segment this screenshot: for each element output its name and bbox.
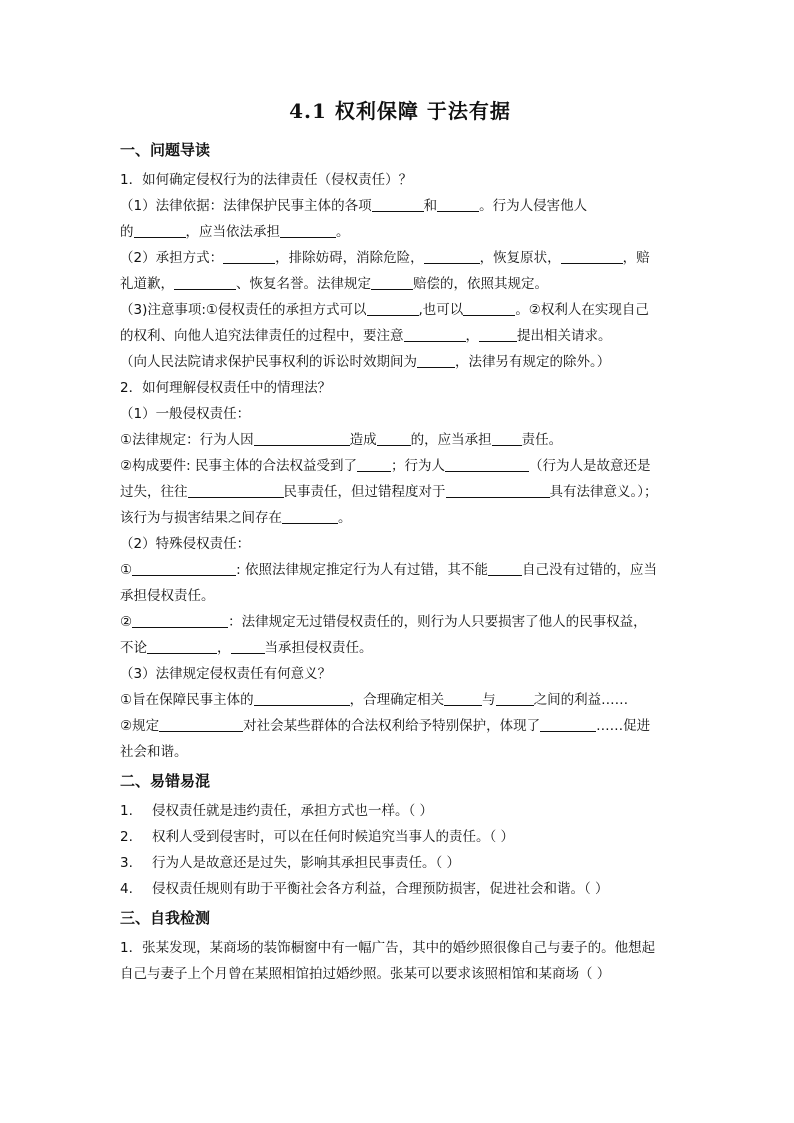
blank [134, 223, 186, 238]
blank [372, 197, 424, 212]
blank [492, 431, 522, 446]
blank [231, 639, 265, 654]
blank [357, 457, 391, 472]
blank [424, 249, 480, 264]
blank [280, 223, 336, 238]
blank [377, 431, 411, 446]
blank [254, 691, 350, 706]
q1-line-legal-basis: （1）法律依据：法律保护民事主体的各项 和 。行为人侵害他人 [120, 198, 588, 214]
blank [147, 639, 217, 654]
q1-line-notes-cont: 的权利、向他人追究法律责任的过程中，要注意 ， 提出相关请求。 [120, 328, 612, 344]
q2-general-heading: （1）一般侵权责任： [120, 406, 251, 422]
blank [444, 691, 482, 706]
q1-line-legal-basis-cont: 的 ，应当依法承担 。 [120, 224, 350, 240]
q2-line-causation: 该行为与损害结果之间存在 。 [120, 510, 352, 526]
q1-line-notes: （3)注意事项:①侵权责任的承担方式可以 ,也可以 。②权利人在实现自己 [120, 302, 649, 318]
blank [367, 301, 419, 316]
test-question-line: 自己与妻子上个月曾在某照相馆拍过婚纱照。张某可以要求该照相馆和某商场（ ） [120, 966, 611, 982]
q1-line-limitation: （向人民法院请求保护民事权利的诉讼时效期间为 ，法律另有规定的除外。） [120, 354, 611, 370]
blank [254, 431, 350, 446]
blank [417, 353, 455, 368]
q2-line-elements-cont: 过失，往往 民事责任，但过错程度对于 具有法律意义。）； [120, 484, 658, 500]
blank [561, 249, 623, 264]
blank [446, 483, 550, 498]
tf-item: 2. 权利人受到侵害时，可以在任何时候追究当事人的责任。（ ） [120, 829, 515, 845]
q2-line-elements: ②构成要件: 民事主体的合法权益受到了 ；行为人 （行为人是故意还是 [120, 458, 651, 474]
blank [540, 717, 596, 732]
q2-line-law: ①法律规定：行为人因 造成 的，应当承担 责任。 [120, 432, 563, 448]
blank [488, 561, 522, 576]
page-title: 4.1 权利保障 于法有据 [289, 99, 511, 123]
q2-line-significance-1: ①旨在保障民事主体的 ，合理确定相关 与 之间的利益…… [120, 692, 629, 708]
question-2-title: 2．如何理解侵权责任中的情理法？ [120, 380, 332, 396]
question-1-title: 1．如何确定侵权行为的法律责任（侵权责任）？ [120, 172, 413, 188]
blank [404, 327, 466, 342]
q1-line-methods-cont: 礼道歉， 、恢复名誉。法律规定 赔偿的，依照其规定。 [120, 276, 548, 292]
blank [371, 275, 413, 290]
blank [174, 275, 236, 290]
section-heading-confusions: 二、易错易混 [120, 772, 211, 790]
q2-special-heading: （2）特殊侵权责任： [120, 536, 251, 552]
blank [479, 327, 517, 342]
blank [132, 613, 228, 628]
blank [223, 249, 275, 264]
q2-line-presumed-fault-cont: 承担侵权责任。 [120, 588, 215, 604]
worksheet [120, 95, 680, 987]
q2-line-significance-2-cont: 社会和谐。 [120, 744, 188, 760]
blank [188, 483, 284, 498]
blank [282, 509, 338, 524]
q2-line-no-fault-cont: 不论 ， 当承担侵权责任。 [120, 640, 373, 656]
q2-significance-heading: （3）法律规定侵权责任有何意义？ [120, 666, 332, 682]
test-question-line: 1．张某发现，某商场的装饰橱窗中有一幅广告，其中的婚纱照很像自己与妻子的。他想起 [120, 940, 656, 956]
q2-line-presumed-fault: ① : 依照法律规定推定行为人有过错，其不能 自己没有过错的，应当 [120, 562, 657, 578]
blank [496, 691, 534, 706]
tf-item: 1. 侵权责任就是违约责任，承担方式也一样。（ ） [120, 803, 434, 819]
blank [437, 197, 479, 212]
section-heading-guide: 一、问题导读 [120, 141, 211, 159]
blank [159, 717, 243, 732]
blank [463, 301, 515, 316]
section-heading-self-test: 三、自我检测 [120, 909, 211, 927]
tf-item: 4. 侵权责任规则有助于平衡社会各方利益，合理预防损害，促进社会和谐。（ ） [120, 881, 609, 897]
q1-line-methods: （2）承担方式： ，排除妨碍，消除危险， ，恢复原状， ，赔 [120, 250, 650, 266]
q2-line-significance-2: ②规定 对社会某些群体的合法权利给予特别保护，体现了 ……促进 [120, 718, 651, 734]
blank [132, 561, 236, 576]
tf-item: 3. 行为人是故意还是过失，影响其承担民事责任。（ ） [120, 855, 461, 871]
blank [445, 457, 529, 472]
q2-line-no-fault: ② ：法律规定无过错侵权责任的，则行为人只要损害了他人的民事权益， [120, 614, 647, 630]
